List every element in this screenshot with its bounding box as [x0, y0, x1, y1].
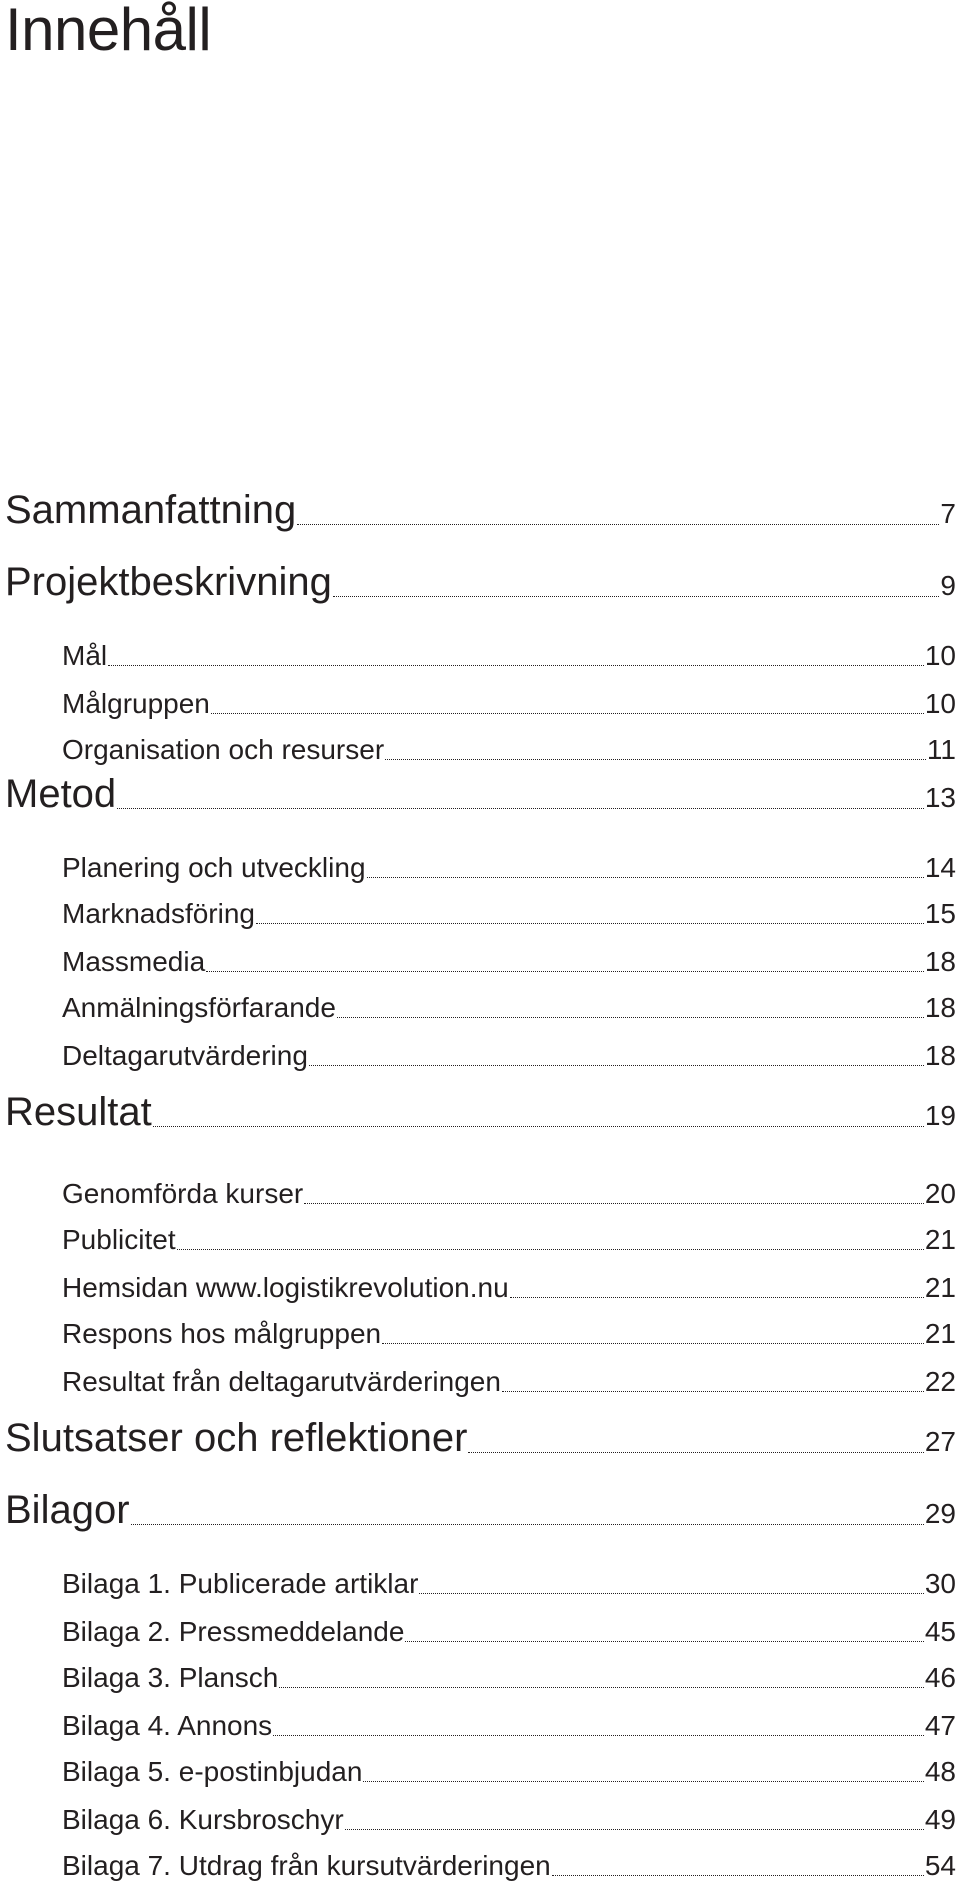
toc-dot-leader	[177, 1249, 924, 1250]
toc-entry[interactable]	[5, 772, 956, 816]
toc-entry-label: Bilaga 4. Annons	[62, 1710, 273, 1741]
toc-entry[interactable]	[5, 1090, 956, 1134]
toc-dot-leader	[502, 1391, 924, 1392]
toc-entry[interactable]	[5, 560, 956, 604]
toc-dot-leader	[279, 1687, 923, 1688]
toc-dot-leader	[153, 1126, 924, 1127]
toc-dot-leader	[273, 1735, 924, 1736]
toc-entry-label: Genomförda kurser	[62, 1178, 304, 1209]
toc-dot-leader	[552, 1875, 924, 1876]
toc-dot-leader	[304, 1203, 924, 1204]
toc-entry-label: Hemsidan www.logistikrevolution.nu	[62, 1272, 509, 1303]
toc-entry-label: Bilaga 7. Utdrag från kursutvärderingen	[62, 1850, 551, 1881]
toc-entry[interactable]	[62, 1272, 956, 1304]
toc-dot-leader	[297, 524, 939, 525]
toc-entry-label: Sammanfattning	[5, 488, 297, 532]
toc-entry[interactable]	[62, 1756, 956, 1788]
toc-entry-page-number: 46	[924, 1662, 956, 1693]
toc-dot-leader	[468, 1452, 923, 1453]
toc-entry-page-number: 7	[940, 498, 956, 529]
toc-dot-leader	[382, 1343, 924, 1344]
toc-dot-leader	[131, 1524, 924, 1525]
toc-entry-page-number: 45	[924, 1616, 956, 1647]
page-title: Innehåll	[5, 0, 212, 63]
toc-entry[interactable]	[62, 992, 956, 1024]
toc-entry-label: Målgruppen	[62, 688, 210, 719]
toc-dot-leader	[309, 1065, 924, 1066]
toc-entry-label: Slutsatser och reflektioner	[5, 1416, 468, 1460]
toc-entry-page-number: 10	[924, 640, 956, 671]
toc-entry[interactable]	[62, 1568, 956, 1600]
toc-entry-label: Metod	[5, 772, 117, 816]
toc-entry[interactable]	[62, 1318, 956, 1350]
toc-entry-label: Bilagor	[5, 1488, 130, 1532]
toc-dot-leader	[510, 1297, 924, 1298]
toc-entry-page-number: 11	[926, 734, 956, 765]
toc-entry-label: Resultat	[5, 1090, 152, 1134]
toc-entry-label: Bilaga 5. e-postinbjudan	[62, 1756, 363, 1787]
toc-entry-page-number: 54	[924, 1850, 956, 1881]
toc-entry-label: Projektbeskrivning	[5, 560, 332, 604]
toc-entry[interactable]	[62, 898, 956, 930]
toc-entry-label: Deltagarutvärdering	[62, 1040, 308, 1071]
toc-entry-page-number: 10	[924, 688, 956, 719]
toc-entry[interactable]	[62, 1804, 956, 1836]
toc-entry-label: Organisation och resurser	[62, 734, 385, 765]
toc-entry[interactable]	[62, 946, 956, 978]
toc-entry-label: Marknadsföring	[62, 898, 255, 929]
toc-dot-leader	[345, 1829, 924, 1830]
toc-entry[interactable]	[62, 1178, 956, 1210]
toc-dot-leader	[256, 923, 924, 924]
toc-entry-label: Bilaga 3. Plansch	[62, 1662, 279, 1693]
toc-entry[interactable]	[62, 1710, 956, 1742]
toc-entry-page-number: 18	[924, 946, 956, 977]
toc-entry-label: Anmälningsförfarande	[62, 992, 336, 1023]
toc-entry-label: Resultat från deltagarutvärderingen	[62, 1366, 501, 1397]
toc-entry-page-number: 9	[940, 570, 956, 601]
toc-dot-leader	[117, 808, 924, 809]
toc-dot-leader	[419, 1593, 923, 1594]
toc-entry[interactable]	[62, 1850, 956, 1882]
toc-dot-leader	[333, 596, 940, 597]
toc-entry-page-number: 21	[924, 1318, 956, 1349]
toc-entry-label: Planering och utveckling	[62, 852, 366, 883]
toc-entry-label: Mål	[62, 640, 108, 671]
toc-entry[interactable]	[62, 1224, 956, 1256]
toc-entry-page-number: 48	[924, 1756, 956, 1787]
toc-entry-label: Publicitet	[62, 1224, 176, 1255]
toc-entry[interactable]	[62, 1662, 956, 1694]
toc-entry-page-number: 49	[924, 1804, 956, 1835]
toc-entry-page-number: 21	[924, 1272, 956, 1303]
toc-entry[interactable]	[62, 1366, 956, 1398]
toc-dot-leader	[405, 1641, 923, 1642]
toc-entry[interactable]	[62, 734, 956, 766]
toc-entry-label: Bilaga 6. Kursbroschyr	[62, 1804, 344, 1835]
toc-entry-label: Respons hos målgruppen	[62, 1318, 382, 1349]
toc-entry-page-number: 22	[924, 1366, 956, 1397]
toc-entry[interactable]	[62, 640, 956, 672]
toc-entry-page-number: 18	[924, 992, 956, 1023]
toc-entry-page-number: 18	[924, 1040, 956, 1071]
toc-entry-page-number: 19	[924, 1100, 956, 1131]
toc-entry-label: Massmedia	[62, 946, 206, 977]
toc-entry[interactable]	[5, 488, 956, 532]
toc-entry-page-number: 30	[924, 1568, 956, 1599]
toc-entry-page-number: 13	[924, 782, 956, 813]
toc-entry-page-number: 29	[924, 1498, 956, 1529]
toc-entry-page-number: 15	[924, 898, 956, 929]
toc-entry-page-number: 14	[924, 852, 956, 883]
toc-entry[interactable]	[62, 688, 956, 720]
toc-entry-page-number: 21	[924, 1224, 956, 1255]
toc-dot-leader	[108, 665, 924, 666]
toc-entry-page-number: 47	[924, 1710, 956, 1741]
toc-entry[interactable]	[5, 1488, 956, 1532]
toc-entry[interactable]	[5, 1416, 956, 1460]
toc-dot-leader	[385, 759, 926, 760]
toc-entry-page-number: 27	[924, 1426, 956, 1457]
toc-entry[interactable]	[62, 852, 956, 884]
toc-entry-label: Bilaga 2. Pressmeddelande	[62, 1616, 405, 1647]
toc-dot-leader	[367, 877, 924, 878]
toc-entry-page-number: 20	[924, 1178, 956, 1209]
toc-entry-label: Bilaga 1. Publicerade artiklar	[62, 1568, 419, 1599]
toc-dot-leader	[337, 1017, 924, 1018]
toc-entry[interactable]	[62, 1040, 956, 1072]
toc-entry[interactable]	[62, 1616, 956, 1648]
toc-dot-leader	[211, 713, 924, 714]
toc-dot-leader	[206, 971, 924, 972]
toc-dot-leader	[363, 1781, 923, 1782]
